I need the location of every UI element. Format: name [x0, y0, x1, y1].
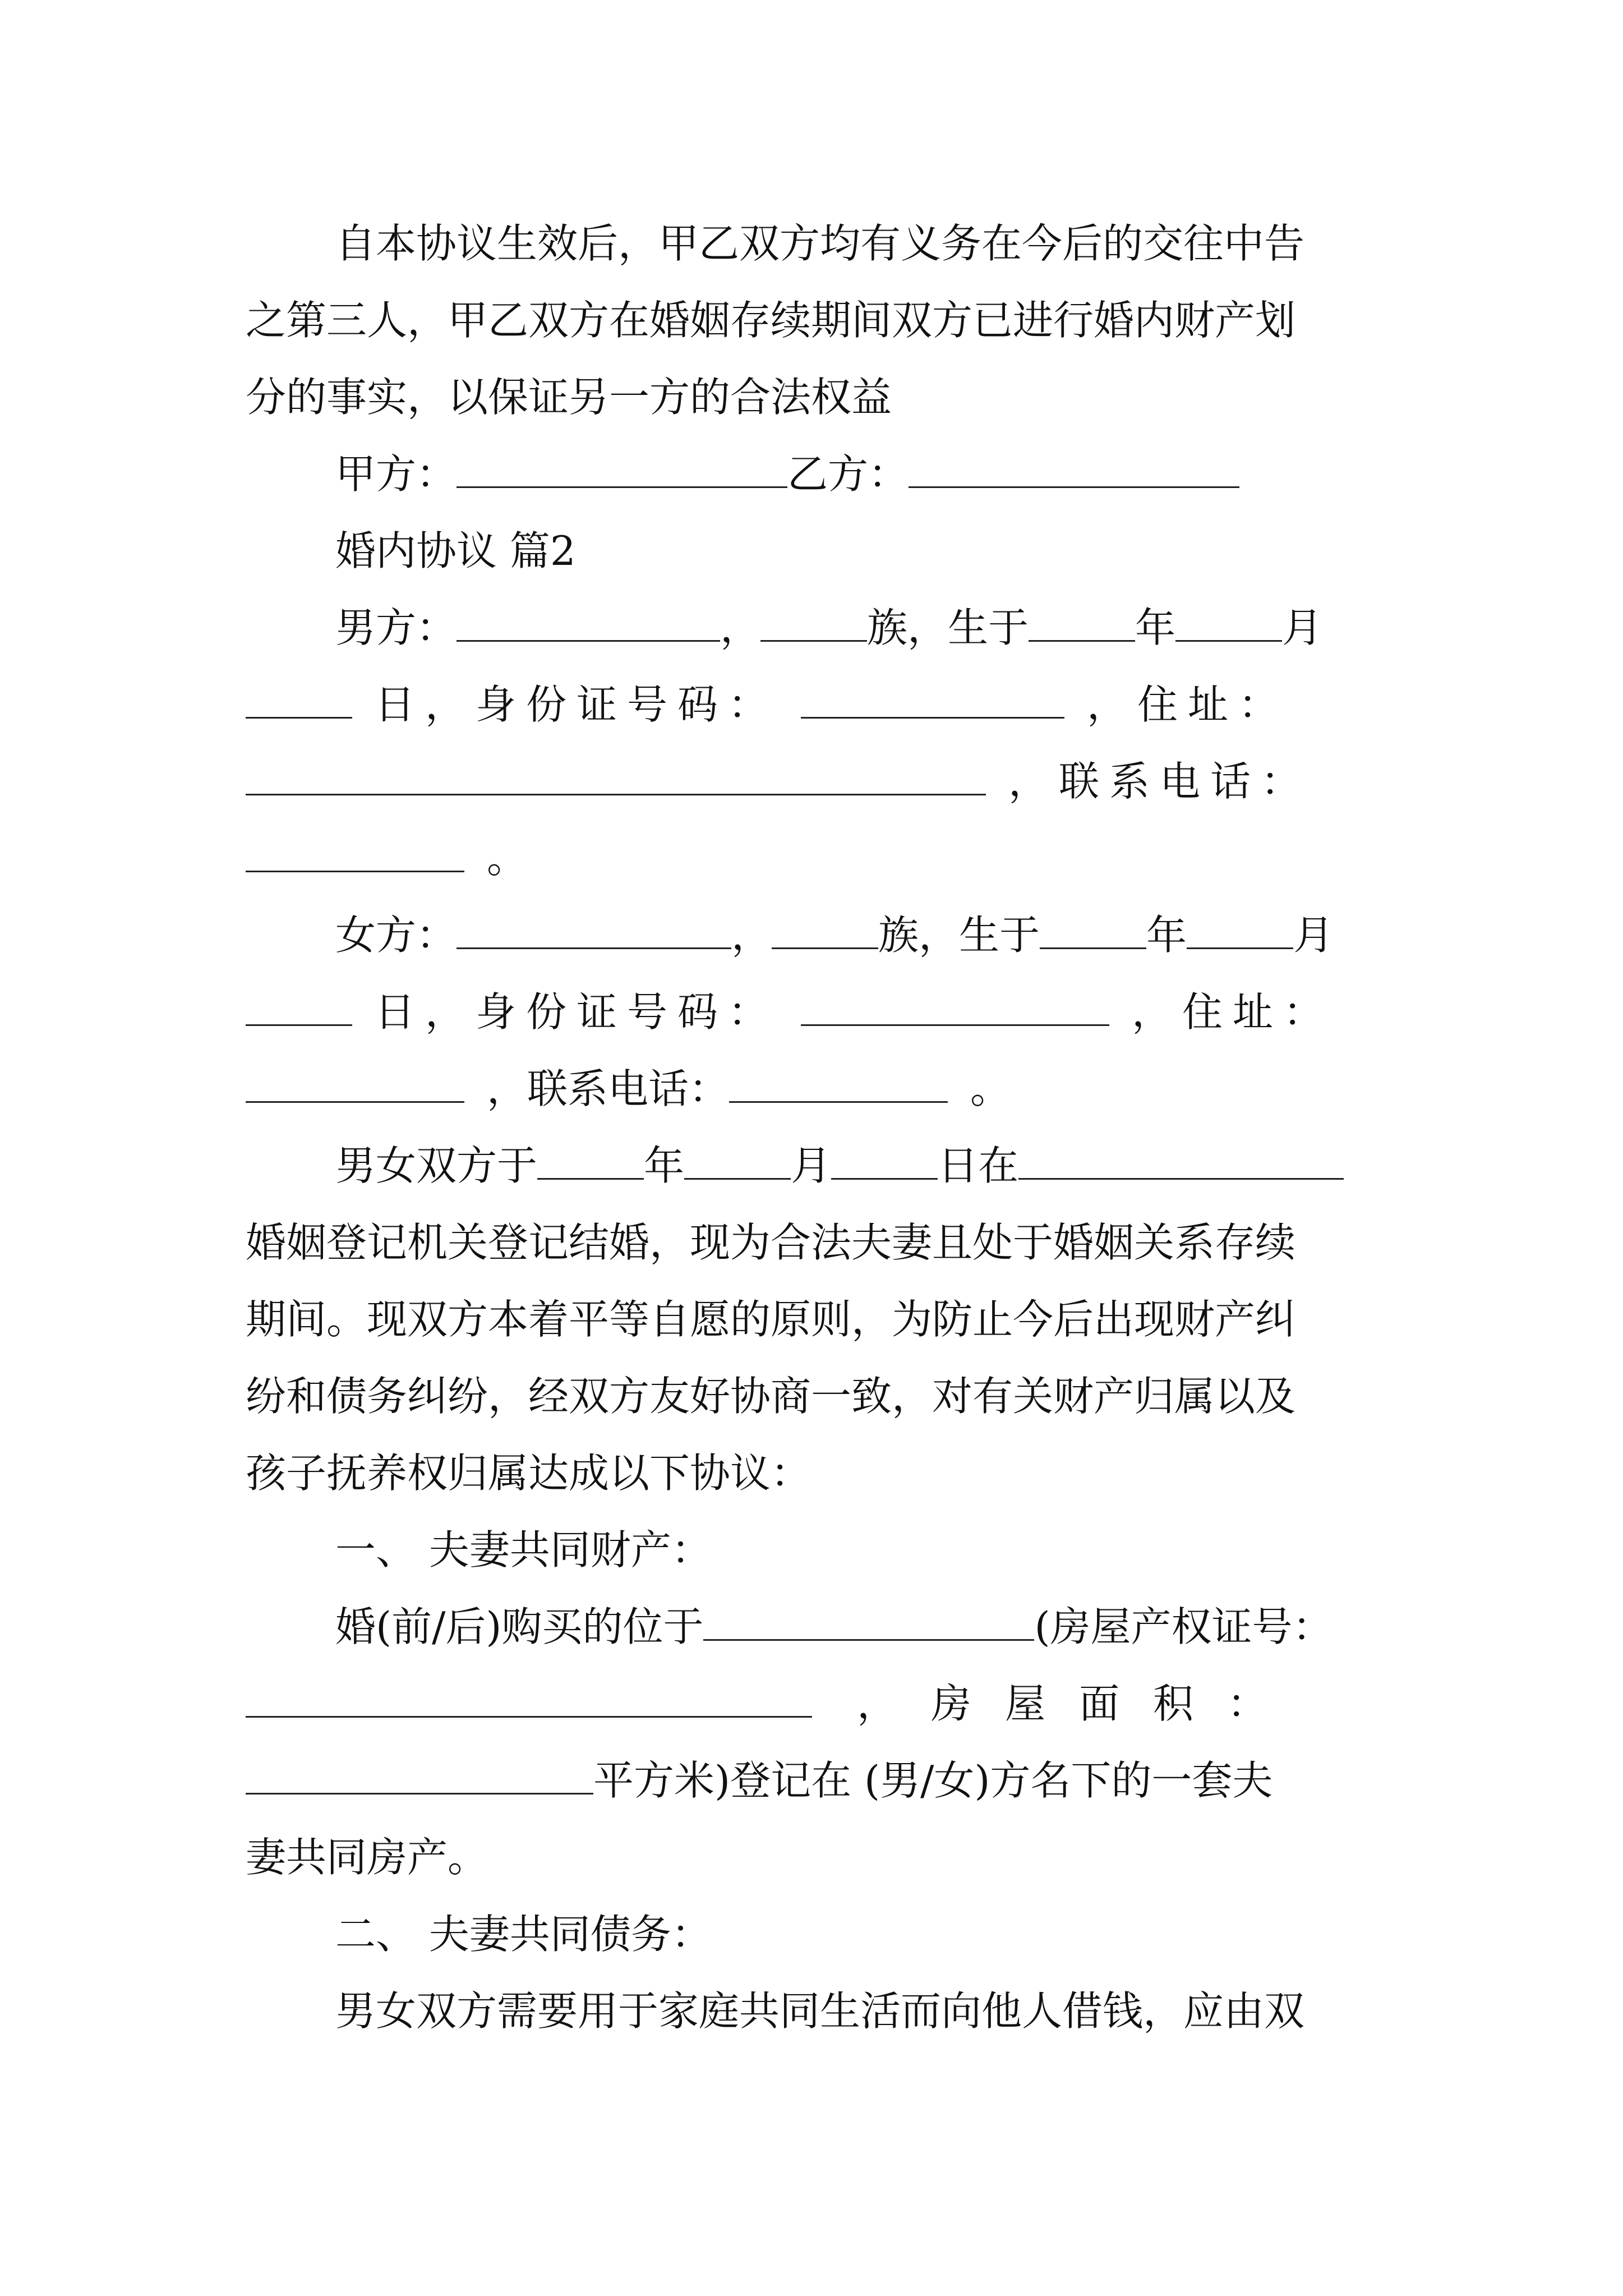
- female-ethnic-label: 族，生于: [878, 912, 1040, 959]
- male-id-label: 日，身份证号码：: [375, 681, 779, 728]
- marriage-line4: 纷和债务纠纷，经双方友好协商一致，对有关财产归属以及: [246, 1373, 1296, 1420]
- male-name-blank: [457, 608, 720, 642]
- male-year-label: 年: [1135, 604, 1176, 651]
- female-id-label: 日，身份证号码：: [375, 988, 779, 1036]
- male-line4: [246, 820, 1378, 897]
- male-month-label: 月: [1282, 604, 1323, 651]
- female-month-label: 月: [1293, 912, 1334, 959]
- marriage-month-label: 月: [791, 1142, 832, 1189]
- male-ethnic-label: 族，生于: [867, 604, 1029, 651]
- male-day-blank: [246, 684, 352, 719]
- female-phone-blank: [729, 1069, 948, 1103]
- female-year-blank: [1040, 915, 1146, 949]
- female-id-blank: [801, 992, 1109, 1026]
- clause1-cert-blank: [246, 1683, 812, 1718]
- marriage-day-blank: [831, 1145, 938, 1180]
- male-line1: [246, 590, 1378, 666]
- clause1-cert-label: (房屋产权证号：: [1034, 1603, 1333, 1650]
- marriage-line3: 期间。现双方本着平等自愿的原则，为防止今后出现财产纠: [246, 1296, 1296, 1343]
- marriage-place-blank: [1018, 1145, 1344, 1180]
- marriage-month-blank: [684, 1145, 791, 1180]
- clause1-area-label: ，房屋面积：: [857, 1680, 1302, 1727]
- female-end: 。: [970, 1065, 1011, 1112]
- clause2-title: 二、 夫妻共同债务：: [335, 1911, 712, 1958]
- female-year-label: 年: [1146, 912, 1187, 959]
- marriage-line1: [246, 1128, 1378, 1204]
- male-address-blank: [246, 761, 986, 795]
- marriage-year-blank: [537, 1145, 644, 1180]
- female-month-blank: [1187, 915, 1293, 949]
- document-body: [246, 205, 1378, 2050]
- para1-line1: 自本协议生效后，甲乙双方均有义务在今后的交往中告: [335, 220, 1305, 267]
- female-line2: [246, 974, 1378, 1051]
- party-a-label: 甲方：: [335, 450, 457, 498]
- section-title: 婚内协议 篇2: [335, 527, 576, 574]
- female-comma: ，: [731, 912, 772, 959]
- male-label: 男方：: [335, 604, 457, 651]
- marriage-line5: 孩子抚养权归属达成以下协议：: [246, 1450, 811, 1497]
- female-address-label: ，住址：: [1132, 988, 1334, 1036]
- female-line1: [246, 897, 1378, 974]
- party-b-label: 乙方：: [787, 450, 909, 498]
- marriage-lead: 男女双方于: [335, 1142, 538, 1189]
- male-year-blank: [1029, 608, 1135, 642]
- male-line2: [246, 666, 1378, 743]
- marriage-line2: 婚姻登记机关登记结婚，现为合法夫妻且处于婚姻关系存续: [246, 1219, 1296, 1266]
- para1-line3: 分的事实，以保证另一方的合法权益: [246, 374, 892, 421]
- male-address-label: ，住址：: [1087, 681, 1289, 728]
- female-day-blank: [246, 992, 352, 1026]
- male-end: 。: [487, 835, 528, 882]
- female-line3: [246, 1051, 1378, 1128]
- male-phone-blank: [246, 838, 464, 872]
- clause1-line4: 妻共同房产。: [246, 1834, 488, 1881]
- male-month-blank: [1175, 608, 1282, 642]
- female-label: 女方：: [335, 912, 457, 959]
- signature-line: [246, 436, 1378, 513]
- male-ethnic-blank: [760, 608, 867, 642]
- female-name-blank: [457, 915, 731, 949]
- male-comma: ，: [720, 604, 761, 651]
- male-id-blank: [801, 684, 1064, 719]
- clause1-area-blank: [246, 1760, 593, 1795]
- clause1-location-blank: [703, 1607, 1034, 1641]
- male-phone-label: ，联系电话：: [1008, 758, 1312, 805]
- male-line3: [246, 743, 1378, 820]
- clause1-location-label: 婚(前/后)购买的位于: [335, 1603, 704, 1650]
- party-a-blank: [457, 454, 787, 488]
- clause2-line1: 男女双方需要用于家庭共同生活而向他人借钱，应由双: [335, 1987, 1305, 2035]
- marriage-day-label: 日在: [938, 1142, 1019, 1189]
- clause1-line1: [246, 1589, 1378, 1665]
- female-ethnic-blank: [772, 915, 878, 949]
- female-phone-label: ，联系电话：: [487, 1065, 730, 1112]
- para1-line2: 之第三人，甲乙双方在婚姻存续期间双方已进行婚内财产划: [246, 297, 1296, 344]
- female-address-blank: [246, 1069, 464, 1103]
- clause1-line2: [246, 1665, 1378, 1742]
- party-b-blank: [909, 454, 1239, 488]
- clause1-line3-text: 平方米)登记在 (男/女)方名下的一套夫: [593, 1757, 1273, 1804]
- clause1-title: 一、 夫妻共同财产：: [335, 1526, 712, 1573]
- clause1-line3: [246, 1742, 1378, 1819]
- marriage-year-label: 年: [644, 1142, 685, 1189]
